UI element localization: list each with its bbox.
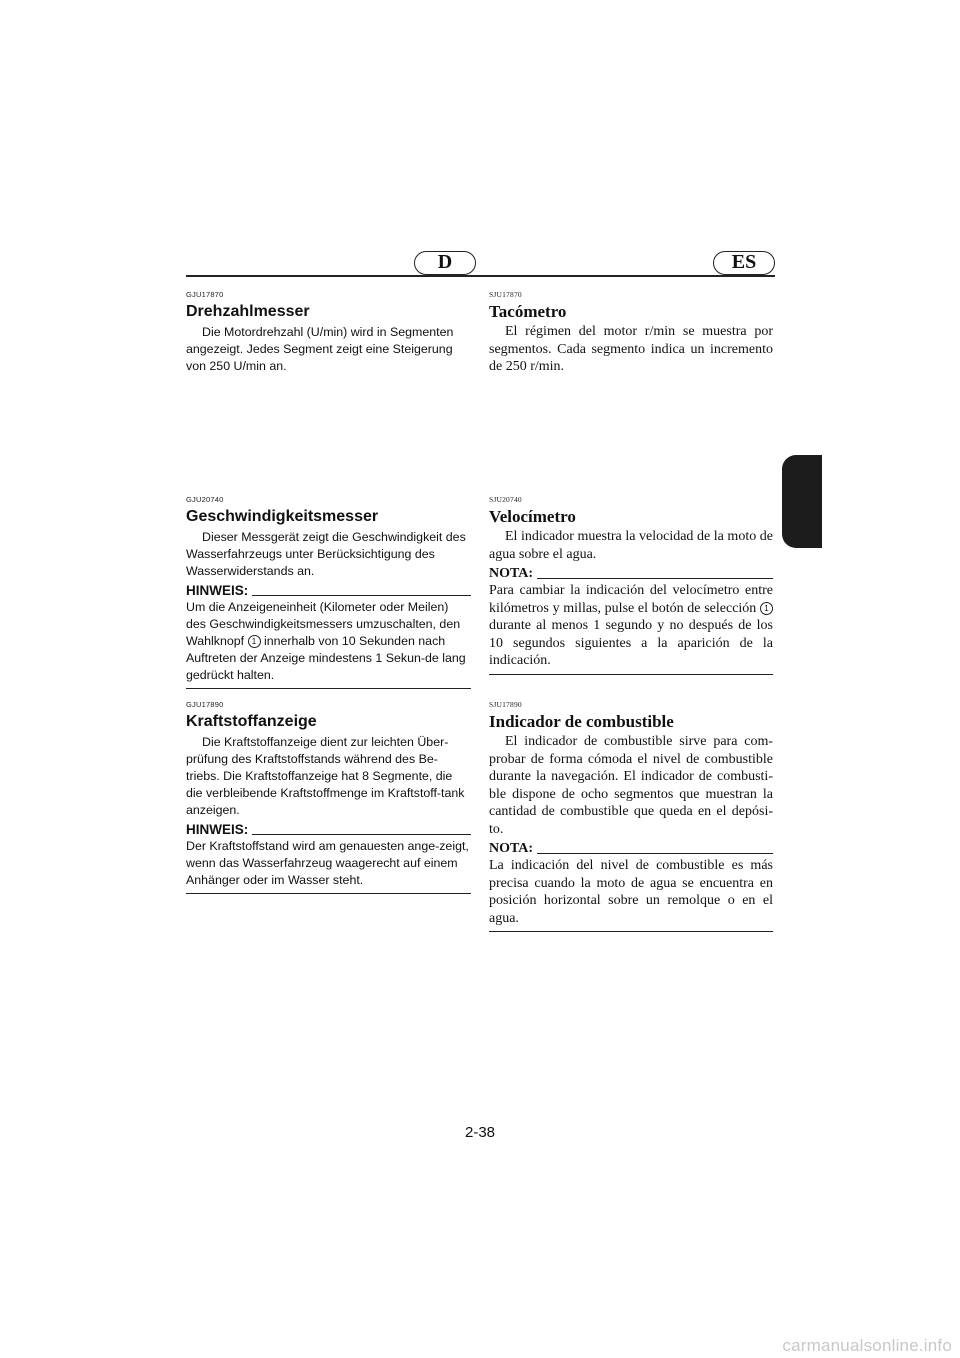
section-body: Dieser Messgerät zeigt die Geschwindigkeit des Wasserfahrzeugs unter Berücksichtigung des Wasserwiderstands an. — [186, 530, 466, 578]
note-rule — [252, 595, 471, 596]
note-body: Der Kraftstoffstand wird am genauesten ange-zeigt, wenn das Wasserfahrzeug waagerecht auf einem Anhänger oder im Wasser steht. — [186, 839, 469, 887]
note-end-rule — [186, 688, 471, 689]
section-title: Velocímetro — [489, 507, 576, 526]
section-code: SJU20740 — [489, 495, 522, 504]
note-label: NOTA: — [489, 841, 534, 856]
note-end-rule — [186, 893, 471, 894]
note-header — [186, 821, 471, 838]
section-title: Kraftstoffanzeige — [186, 713, 317, 730]
section-title: Drehzahlmesser — [186, 303, 310, 320]
section-body: Die Motordrehzahl (U/min) wird in Segmenten angezeigt. Jedes Segment zeigt eine Steigerung von 250 U/min an. — [186, 325, 454, 373]
chapter-tab-marker — [782, 455, 822, 548]
note-rule — [252, 834, 471, 835]
note-label: NOTA: — [489, 566, 534, 581]
note-rule — [537, 853, 773, 854]
section-body: El indicador de combustible sirve para com-probar de forma cómoda el nivel de combustible durante la navegación. El indicador de combusti-ble dispone de ocho segmentos que muestran la cantidad de combustible que queda en el depósi-to. — [489, 734, 773, 837]
section-es-speedometer — [489, 495, 773, 675]
note-text: Um die Anzeigeneinheit (Kilometer oder Meilen) des Geschwindigkeitsmessers umzuschalten, den Wahlknopf — [186, 600, 461, 648]
header-rule — [186, 275, 775, 277]
watermark-text: carmanualsonline.info — [782, 1336, 952, 1355]
note-body: La indicación del nivel de combustible es más precisa cuando la moto de agua se encuentra en posición horizontal sobre un remolque o en el agua. — [489, 858, 773, 926]
note-header — [489, 565, 773, 582]
section-code: GJU17890 — [186, 700, 224, 709]
note-rule — [537, 578, 773, 579]
note-end-rule — [489, 674, 773, 675]
section-es-tachometer — [489, 290, 773, 376]
section-body: El indicador muestra la velocidad de la moto de agua sobre el agua. — [489, 529, 773, 562]
callout-number-icon: 1 — [248, 635, 261, 648]
section-de-fuel-gauge — [186, 700, 471, 894]
note-header — [489, 840, 773, 857]
section-code: GJU20740 — [186, 495, 224, 504]
note-text: durante al menos 1 segundo y no después de los 10 segundos siguientes a la aparición de la indicación. — [489, 618, 773, 668]
section-de-speedometer — [186, 495, 471, 689]
section-title: Indicador de combustible — [489, 712, 674, 731]
section-title: Tacómetro — [489, 302, 567, 321]
language-badge-es: ES — [713, 251, 775, 275]
language-badge-de: D — [414, 251, 476, 275]
note-text: innerhalb von 10 Sekunden nach Auftreten der Anzeige mindestens 1 Sekun-de lang gedrückt halten. — [186, 634, 466, 682]
note-label: HINWEIS: — [186, 583, 249, 598]
note-end-rule — [489, 931, 773, 932]
section-body: Die Kraftstoffanzeige dient zur leichten Über-prüfung des Kraftstoffstands während des Be-triebs. Die Kraftstoffanzeige hat 8 Segmente, die die verbleibende Kraftstoffmenge im Kraftstoff-tank anzeigen. — [186, 735, 465, 817]
section-title: Geschwindigkeitsmesser — [186, 508, 379, 525]
section-code: SJU17890 — [489, 700, 522, 709]
note-header — [186, 582, 471, 599]
section-body: El régimen del motor r/min se muestra por segmentos. Cada segmento indica un incremento de 250 r/min. — [489, 324, 773, 374]
page-number: 2-38 — [464, 1124, 496, 1141]
section-code: SJU17870 — [489, 290, 522, 299]
note-text: Para cambiar la indicación del velocímetro entre kilómetros y millas, pulse el botón de selección — [489, 583, 773, 616]
callout-number-icon: 1 — [760, 602, 773, 615]
note-body — [186, 599, 471, 684]
note-body — [489, 582, 773, 670]
section-es-fuel-gauge — [489, 700, 773, 932]
section-code: GJU17870 — [186, 290, 224, 299]
note-label: HINWEIS: — [186, 822, 249, 837]
section-de-tachometer — [186, 290, 471, 375]
